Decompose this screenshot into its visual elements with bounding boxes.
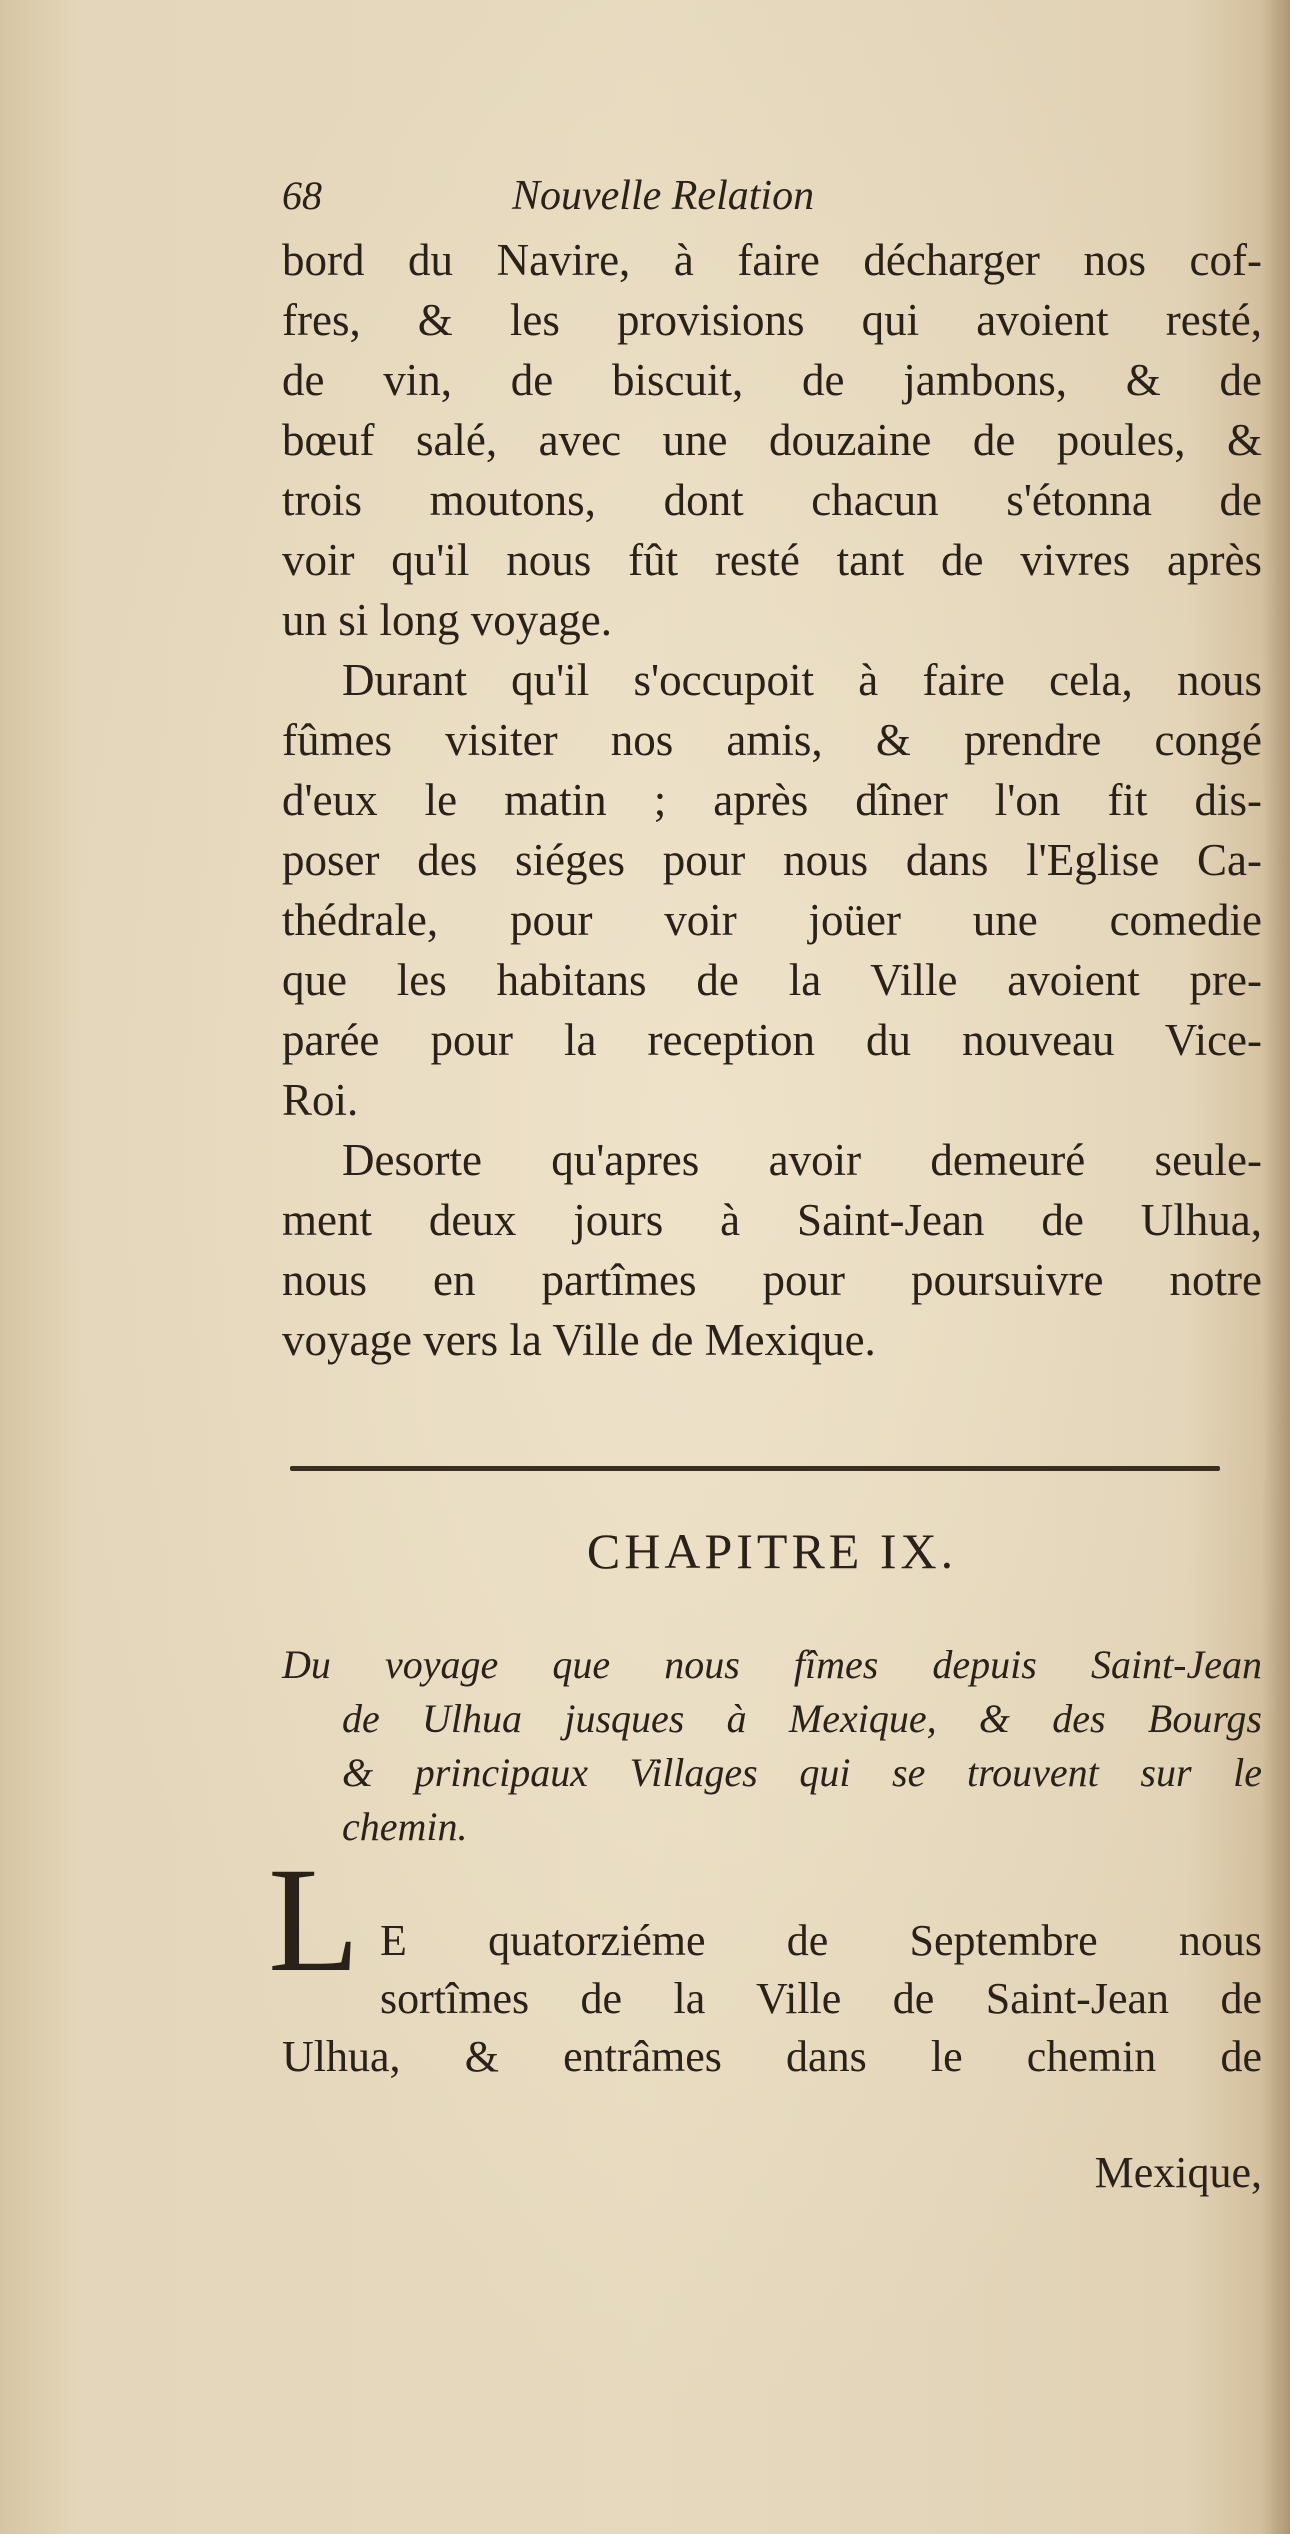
text-line: voir qu'il nous fût resté tant de vivres après [282,535,1262,585]
opening-line: Ulhua, & entrâmes dans le chemin de [282,2032,1262,2081]
text-line: Roi. [282,1075,359,1125]
text-line: de vin, de biscuit, de jambons, & de [282,355,1262,405]
opening-line: sortîmes de la Ville de Saint-Jean de [380,1974,1262,2023]
text-line: ment deux jours à Saint-Jean de Ulhua, [282,1195,1262,1245]
text-line: que les habitans de la Ville avoient pre- [282,955,1262,1005]
text-line: fres, & les provisions qui avoient resté, [282,295,1262,345]
chapter-summary-line: chemin. [342,1804,468,1849]
opening-line: E quatorziéme de Septembre nous [380,1916,1262,1965]
text-line: voyage vers la Ville de Mexique. [282,1315,876,1365]
text-line: fûmes visiter nos amis, & prendre congé [282,715,1262,765]
running-title: Nouvelle Relation [512,173,815,219]
text-line: poser des siéges pour nous dans l'Eglise Ca- [282,835,1262,885]
text-line: thédrale, pour voir joüer une comedie [282,895,1262,945]
text-line: bord du Navire, à faire décharger nos cof- [282,235,1262,285]
chapter-summary-line: & principaux Villages qui se trouvent sur le [342,1750,1262,1795]
catchword: Mexique, [1094,2148,1262,2197]
text-line: nous en partîmes pour poursuivre notre [282,1255,1262,1305]
text-line: trois moutons, dont chacun s'étonna de [282,475,1262,525]
text-line: bœuf salé, avec une douzaine de poules, & [282,415,1262,465]
text-line: Durant qu'il s'occupoit à faire cela, nous [342,655,1262,705]
section-divider-rule [290,1466,1220,1471]
drop-cap: L [268,1837,360,2003]
chapter-summary-line: de Ulhua jusques à Mexique, & des Bourgs [342,1696,1262,1741]
page-header [282,172,1262,228]
chapter-heading: CHAPITRE IX. [586,1523,958,1579]
page-edge-shadow [1262,0,1290,2534]
text-line: d'eux le matin ; après dîner l'on fit dis- [282,775,1262,825]
page-number: 68 [282,173,322,218]
text-line: un si long voyage. [282,595,612,645]
text-line: Desorte qu'apres avoir demeuré seule- [342,1135,1262,1185]
text-line: parée pour la reception du nouveau Vice- [282,1015,1262,1065]
chapter-summary-line: Du voyage que nous fîmes depuis Saint-Jean [282,1642,1262,1687]
